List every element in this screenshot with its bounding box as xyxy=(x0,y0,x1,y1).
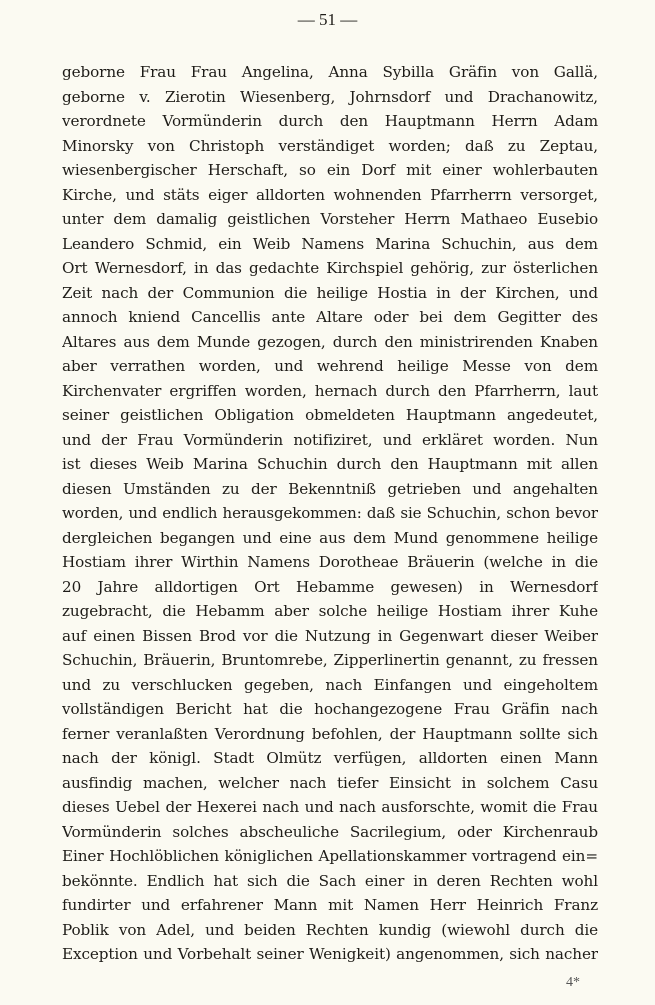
text-line: Vormünderin solches abscheuliche Sacrilegium, oder Kirchenraub xyxy=(62,822,598,841)
text-line: dieses Uebel der Hexerei nach und nach ausforschte, womit die Frau xyxy=(62,798,598,816)
text-line: Poblik von Adel, und beiden Rechten kundig (wiewohl durch die xyxy=(62,920,598,939)
text-line: zugebracht, die Hebamm aber solche heilige Hostiam ihrer Kuhe xyxy=(62,602,598,620)
text-line: worden, und endlich herausgekommen: daß sie Schuchin, schon bevor xyxy=(62,504,598,522)
text-line: fundirter und erfahrener Mann mit Namen Herr Heinrich Franz xyxy=(62,896,598,914)
text-line: nach der königl. Stadt Olmütz verfügen, alldorten einen Mann xyxy=(62,749,598,767)
text-line: ausfindig machen, welcher nach tiefer Einsicht in solchem Casu xyxy=(62,773,598,792)
text-line: Einer Hochlöblichen königlichen Apellationskammer vortragend ein= xyxy=(62,847,598,865)
text-line: auf einen Bissen Brod vor die Nutzung in Gegenwart dieser Weiber xyxy=(62,626,598,645)
page-number: — 51 — xyxy=(297,10,358,29)
text-line: Altares aus dem Munde gezogen, durch den ministrirenden Knaben xyxy=(62,332,598,351)
text-line: seiner geistlichen Obligation obmeldeten Hauptmann angedeutet, xyxy=(62,406,598,424)
text-line: und der Frau Vormünderin notifiziret, und erkläret worden. Nun xyxy=(62,430,598,449)
text-line: Hostiam ihrer Wirthin Namens Dorotheae Bräuerin (welche in die xyxy=(62,553,598,571)
text-line: bekönnte. Endlich hat sich die Sach einer in deren Rechten wohl xyxy=(62,871,598,890)
text-line: wiesenbergischer Herschaft, so ein Dorf mit einer wohlerbauten xyxy=(62,161,598,179)
text-line: 20 Jahre alldortigen Ort Hebamme gewesen) in Wernesdorf xyxy=(62,577,598,596)
text-line: und zu verschlucken gegeben, nach Einfangen und eingeholtem xyxy=(62,675,598,694)
text-line: diesen Umständen zu der Bekenntniß getrieben und angehalten xyxy=(62,479,598,498)
text-line: Kirche, und stäts eiger alldorten wohnenden Pfarrherrn versorget, xyxy=(62,185,598,204)
text-line: ist dieses Weib Marina Schuchin durch den Hauptmann mit allen xyxy=(62,455,598,473)
text-line: Zeit nach der Communion die heilige Hostia in der Kirchen, und xyxy=(62,283,598,302)
text-line: geborne Frau Frau Angelina, Anna Sybilla Gräfin von Gallä, xyxy=(62,63,598,81)
text-line: Exception und Vorbehalt seiner Wenigkeit) angenommen, sich nacher xyxy=(62,945,598,963)
text-line: Minorsky von Christoph verständiget worden; daß zu Zeptau, xyxy=(62,136,598,155)
text-line: Kirchenvater ergriffen worden, hernach durch den Pfarrherrn, laut xyxy=(62,381,598,400)
text-line: Ort Wernesdorf, in das gedachte Kirchspiel gehörig, zur österlichen xyxy=(62,259,598,277)
text-line: dergleichen begangen und eine aus dem Mund genommene heilige xyxy=(62,528,598,547)
text-line: Schuchin, Bräuerin, Bruntomrebe, Zipperlinertin genannt, zu fressen xyxy=(62,651,598,669)
signature-mark: 4* xyxy=(566,975,580,990)
text-line: Leandero Schmid, ein Weib Namens Marina Schuchin, aus dem xyxy=(62,234,598,253)
text-line: ferner veranlaßten Verordnung befohlen, der Hauptmann sollte sich xyxy=(62,724,598,743)
body-text xyxy=(62,60,598,967)
text-line: vollständigen Bericht hat die hochangezogene Frau Gräfin nach xyxy=(62,700,598,718)
text-line: annoch kniend Cancellis ante Altare oder bei dem Gegitter des xyxy=(62,308,598,326)
text-line: verordnete Vormünderin durch den Hauptmann Herrn Adam xyxy=(62,112,598,130)
text-line: geborne v. Zierotin Wiesenberg, Johrnsdorf und Drachanowitz, xyxy=(62,87,598,106)
text-line: unter dem damalig geistlichen Vorsteher Herrn Mathaeo Eusebio xyxy=(62,210,598,228)
text-line: aber verrathen worden, und wehrend heilige Messe von dem xyxy=(62,357,598,375)
